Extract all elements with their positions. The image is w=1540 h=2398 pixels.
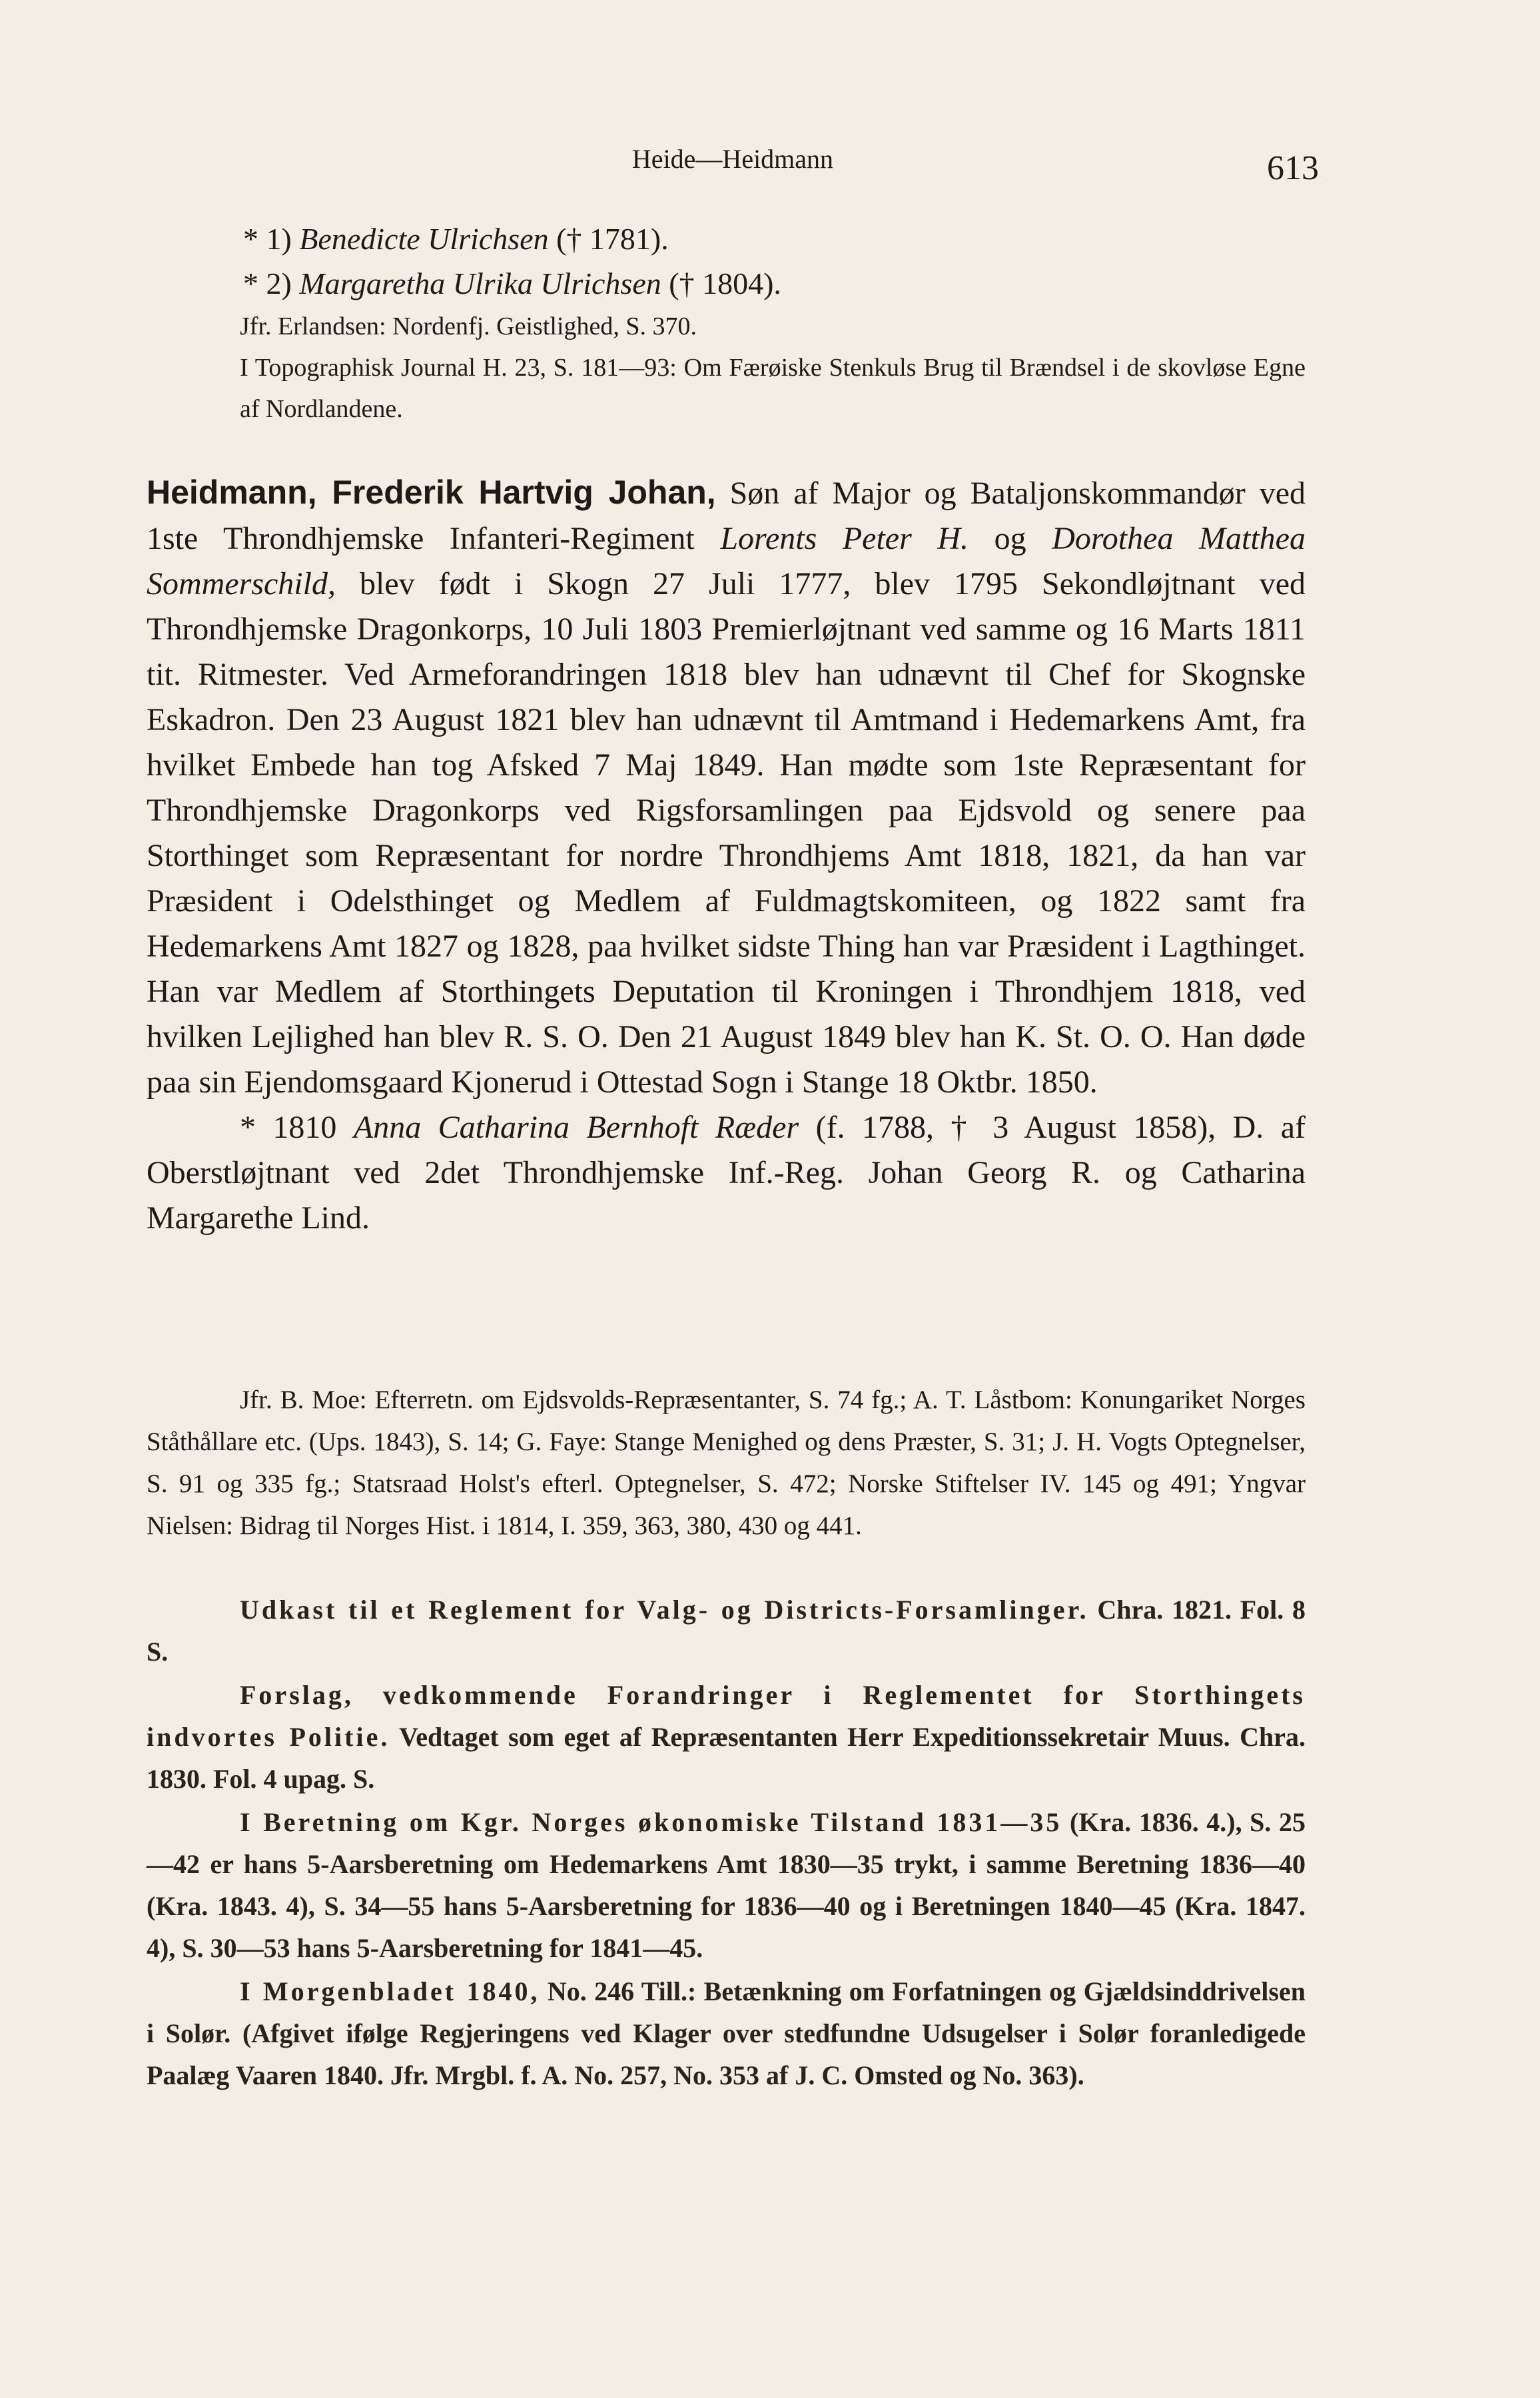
main-entry: [147, 470, 1306, 1241]
work-title: I Morgenbladet 1840,: [240, 1976, 540, 2006]
work-title: I Beretning om Kgr. Norges økonomiske Tilstand 1831—35: [240, 1807, 1062, 1837]
reference-line: Jfr. Erlandsen: Nordenfj. Geistlighed, S. 370.: [240, 312, 697, 340]
spouse-name: Anna Catharina Bernhoft Ræder: [353, 1110, 799, 1145]
page-number: 613: [1267, 149, 1319, 187]
spouse-name: Margaretha Ulrika Ulrichsen: [299, 266, 661, 300]
bibliography-item: Forslag, vedkommende Forandringer i Reglementet for Storthingets indvortes Politie. Vedtaget som eget af Repræsentanten Herr Expeditionssekretair Muus. Chra. 1830. Fol. 4 upag. S.: [147, 1680, 1306, 1794]
running-head: Heide—Heidmann: [631, 144, 834, 174]
entry-name: Heidmann, Frederik Hartvig Johan,: [147, 474, 716, 511]
marriage-line-2: * 2) Margaretha Ulrika Ulrichsen († 1804).: [243, 266, 781, 300]
references-block: [147, 1379, 1306, 1547]
bibliography-item: I Beretning om Kgr. Norges økonomiske Tilstand 1831—35 (Kra. 1836. 4.), S. 25—42 er hans 5-Aarsberetning om Hedemarkens Amt 1830—35 trykt, i samme Beretning 1836—40 (Kra. 1843. 4), S. 34—55 hans 5-Aarsberetning for 1836—40 og i Beretningen 1840—45 (Kra. 1847. 4), S. 30—53 hans 5-Aarsberetning for 1841—45.: [147, 1807, 1306, 1963]
reference-line: I Topographisk Journal H. 23, S. 181—93: Om Færøiske Stenkuls Brug til Brændsel i de skovløse Egne af Nordlandene.: [240, 354, 1306, 423]
mother-name: Dorothea Matthea Sommerschild,: [147, 521, 1306, 601]
bibliography-item: I Morgenbladet 1840, No. 246 Till.: Betænkning om Forfatningen og Gjældsinddrivelsen i Solør. (Afgivet ifølge Regjeringens ved Klager over stedfundne Udsugelser i Solør foranledigede Paalæg Vaaren 1840. Jfr. Mrgbl. f. A. No. 257, No. 353 af J. C. Omsted og No. 363).: [147, 1976, 1306, 2090]
previous-entry-notes: [147, 216, 1306, 430]
father-name: Lorents Peter H.: [720, 521, 969, 556]
bibliography: [147, 1589, 1306, 2098]
work-title: Udkast til et Reglement for Valg- og Districts-Forsamlinger.: [240, 1595, 1089, 1625]
page-header: [147, 137, 1319, 190]
spouse-paragraph: * 1810 Anna Catharina Bernhoft Ræder (f. 1788, † 3 August 1858), D. af Oberstløjtnant ved 2det Throndhjemske Inf.-Reg. Johan Georg R. og Catharina Margarethe Lind.: [147, 1110, 1306, 1236]
references-text: Jfr. B. Moe: Efterretn. om Ejdsvolds-Repræsentanter, S. 74 fg.; A. T. Låstbom: Konungariket Norges Ståthållare etc. (Ups. 1843), S. 14; G. Faye: Stange Menighed og dens Præster, S. 31; J. H. Vogts Optegnelser, S. 91 og 335 fg.; Statsraad Holst's efterl. Optegnelser, S. 472; Norske Stiftelser IV. 145 og 491; Yngvar Nielsen: Bidrag til Norges Hist. i 1814, I. 359, 363, 380, 430 og 441.: [147, 1386, 1306, 1540]
spouse-name: Benedicte Ulrichsen: [299, 222, 549, 256]
marriage-line-1: * 1) Benedicte Ulrichsen († 1781).: [243, 222, 669, 256]
work-title: Forslag, vedkommende Forandringer i Reglementet for Storthingets indvortes Politie.: [147, 1680, 1306, 1752]
bibliography-item: Udkast til et Reglement for Valg- og Districts-Forsamlinger. Chra. 1821. Fol. 8 S.: [147, 1595, 1306, 1667]
entry-paragraph: Heidmann, Frederik Hartvig Johan, Søn af Major og Bataljonskommandør ved 1ste Throndhjemske Infanteri-Regiment Lorents Peter H. og Dorothea Matthea Sommerschild, blev født i Skogn 27 Juli 1777, blev 1795 Sekondløjtnant ved Throndhjemske Dragonkorps, 10 Juli 1803 Premierløjtnant ved samme og 16 Marts 1811 tit. Ritmester. Ved Armeforandringen 1818 blev han udnævnt til Chef for Skognske Eskadron. Den 23 August 1821 blev han udnævnt til Amtmand i Hedemarkens Amt, fra hvilket Embede han tog Afsked 7 Maj 1849. Han mødte som 1ste Repræsentant for Throndhjemske Dragonkorps ved Rigsforsamlingen paa Ejdsvold og senere paa Storthinget som Repræsentant for nordre Throndhjems Amt 1818, 1821, da han var Præsident i Odelsthinget og Medlem af Fuldmagtskomiteen, og 1822 samt fra Hedemarkens Amt 1827 og 1828, paa hvilket sidste Thing han var Præsident i Lagthinget. Han var Medlem af Storthingets Deputation til Kroningen i Throndhjem 1818, ved hvilken Lejlighed han blev R. S. O. Den 21 August 1849 blev han K. St. O. O. Han døde paa sin Ejendomsgaard Kjonerud i Ottestad Sogn i Stange 18 Oktbr. 1850.: [147, 474, 1306, 1100]
